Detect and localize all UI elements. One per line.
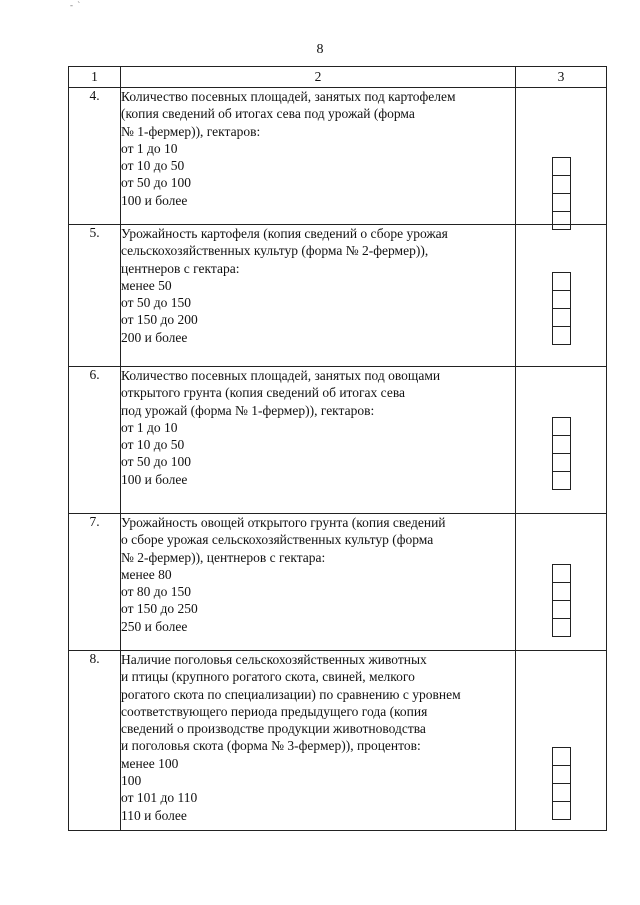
criterion-description-line: Количество посевных площадей, занятых под овощами bbox=[121, 368, 441, 383]
criterion-description-line: (копия сведений об итогах сева под урожай (форма bbox=[121, 106, 415, 122]
checkbox-group bbox=[552, 417, 570, 490]
criterion-description-line: о сборе урожая сельскохозяйственных культур (форма bbox=[121, 532, 434, 548]
criterion-option: от 1 до 10 bbox=[121, 419, 178, 435]
criterion-option: от 80 до 150 bbox=[121, 584, 191, 600]
criterion-description-line: соответствующего периода предыдущего года (копия bbox=[121, 703, 428, 719]
criterion-description-line: № 1-фермер)), гектаров: bbox=[121, 123, 261, 139]
criterion-option: 100 bbox=[121, 773, 142, 789]
table-row bbox=[69, 88, 607, 225]
option-checkbox[interactable] bbox=[552, 765, 571, 783]
row-number: 8. bbox=[69, 651, 121, 831]
option-checkbox[interactable] bbox=[552, 193, 571, 211]
column-header-marks: 3 bbox=[516, 67, 607, 88]
option-checkbox[interactable] bbox=[552, 417, 571, 435]
criterion-description-line: и птицы (крупного рогатого скота, свиней, мелкого bbox=[121, 669, 415, 685]
criterion-option: 100 и более bbox=[121, 192, 188, 208]
option-checkbox[interactable] bbox=[552, 747, 571, 765]
option-checkbox[interactable] bbox=[552, 801, 571, 820]
criterion-option: 250 и более bbox=[121, 618, 188, 634]
option-checkbox[interactable] bbox=[552, 783, 571, 801]
criterion-text bbox=[121, 88, 516, 225]
table-header-row bbox=[69, 67, 607, 88]
option-checkbox[interactable] bbox=[552, 308, 571, 326]
criterion-description-line: сведений о производстве продукции животноводства bbox=[121, 721, 426, 737]
option-checkbox[interactable] bbox=[552, 326, 571, 345]
criterion-option: менее 80 bbox=[121, 566, 172, 582]
option-checkbox[interactable] bbox=[552, 175, 571, 193]
criterion-option: 200 и более bbox=[121, 329, 188, 345]
option-checkbox[interactable] bbox=[552, 435, 571, 453]
table-row bbox=[69, 367, 607, 514]
option-checkbox[interactable] bbox=[552, 272, 571, 290]
criterion-description-line: под урожай (форма № 1-фермер)), гектаров: bbox=[121, 402, 375, 418]
criterion-description-line: Урожайность картофеля (копия сведений о сборе урожая bbox=[121, 226, 448, 241]
row-number: 6. bbox=[69, 367, 121, 514]
option-checkbox[interactable] bbox=[552, 453, 571, 471]
criterion-description-line: и поголовья скота (форма № 3-фермер)), процентов: bbox=[121, 738, 421, 754]
option-checkbox[interactable] bbox=[552, 582, 571, 600]
option-checkbox[interactable] bbox=[552, 618, 571, 637]
checkbox-group bbox=[552, 272, 570, 345]
criterion-text bbox=[121, 514, 516, 651]
criterion-option: менее 100 bbox=[121, 755, 179, 771]
criterion-description-line: Урожайность овощей открытого грунта (копия сведений bbox=[121, 515, 446, 530]
option-checkbox[interactable] bbox=[552, 564, 571, 582]
column-header-number: 1 bbox=[69, 67, 121, 88]
criterion-option: менее 50 bbox=[121, 277, 172, 293]
option-checkbox[interactable] bbox=[552, 471, 571, 490]
checkbox-group bbox=[552, 747, 570, 820]
checkbox-cell bbox=[516, 225, 607, 367]
criterion-text bbox=[121, 367, 516, 514]
page-number: 8 bbox=[316, 42, 324, 57]
option-checkbox[interactable] bbox=[552, 157, 571, 175]
option-checkbox[interactable] bbox=[552, 600, 571, 618]
criterion-option: от 50 до 150 bbox=[121, 295, 191, 311]
table-row bbox=[69, 651, 607, 831]
checkbox-cell bbox=[516, 514, 607, 651]
checkbox-cell bbox=[516, 651, 607, 831]
criterion-text bbox=[121, 225, 516, 367]
criterion-option: 110 и более bbox=[121, 807, 187, 823]
row-number: 7. bbox=[69, 514, 121, 651]
criterion-option: от 150 до 200 bbox=[121, 312, 198, 328]
criterion-option: от 50 до 100 bbox=[121, 454, 191, 470]
option-checkbox[interactable] bbox=[552, 290, 571, 308]
criterion-option: от 50 до 100 bbox=[121, 175, 191, 191]
checkbox-cell bbox=[516, 367, 607, 514]
criteria-table bbox=[68, 66, 607, 831]
criterion-option: 100 и более bbox=[121, 471, 188, 487]
table-row bbox=[69, 514, 607, 651]
column-header-criterion: 2 bbox=[121, 67, 516, 88]
row-number: 5. bbox=[69, 225, 121, 367]
corner-mark: - ` bbox=[70, 0, 82, 10]
criterion-option: от 101 до 110 bbox=[121, 790, 198, 806]
criterion-option: от 1 до 10 bbox=[121, 140, 178, 156]
criterion-option: от 10 до 50 bbox=[121, 158, 185, 174]
table-row bbox=[69, 225, 607, 367]
criterion-description-line: Количество посевных площадей, занятых под картофелем bbox=[121, 89, 456, 104]
criterion-option: от 10 до 50 bbox=[121, 437, 185, 453]
criterion-text bbox=[121, 651, 516, 831]
criterion-option: от 150 до 250 bbox=[121, 601, 198, 617]
row-number: 4. bbox=[69, 88, 121, 225]
checkbox-cell bbox=[516, 88, 607, 225]
criterion-description-line: сельскохозяйственных культур (форма № 2-фермер)), bbox=[121, 243, 429, 259]
criterion-description-line: № 2-фермер)), центнеров с гектара: bbox=[121, 549, 326, 565]
criterion-description-line: центнеров с гектара: bbox=[121, 260, 240, 276]
criterion-description-line: Наличие поголовья сельскохозяйственных животных bbox=[121, 652, 427, 667]
criterion-description-line: открытого грунта (копия сведений об итогах сева bbox=[121, 385, 406, 401]
checkbox-group bbox=[552, 157, 570, 230]
criterion-description-line: рогатого скота по специализации) по сравнению с уровнем bbox=[121, 686, 461, 702]
checkbox-group bbox=[552, 564, 570, 637]
